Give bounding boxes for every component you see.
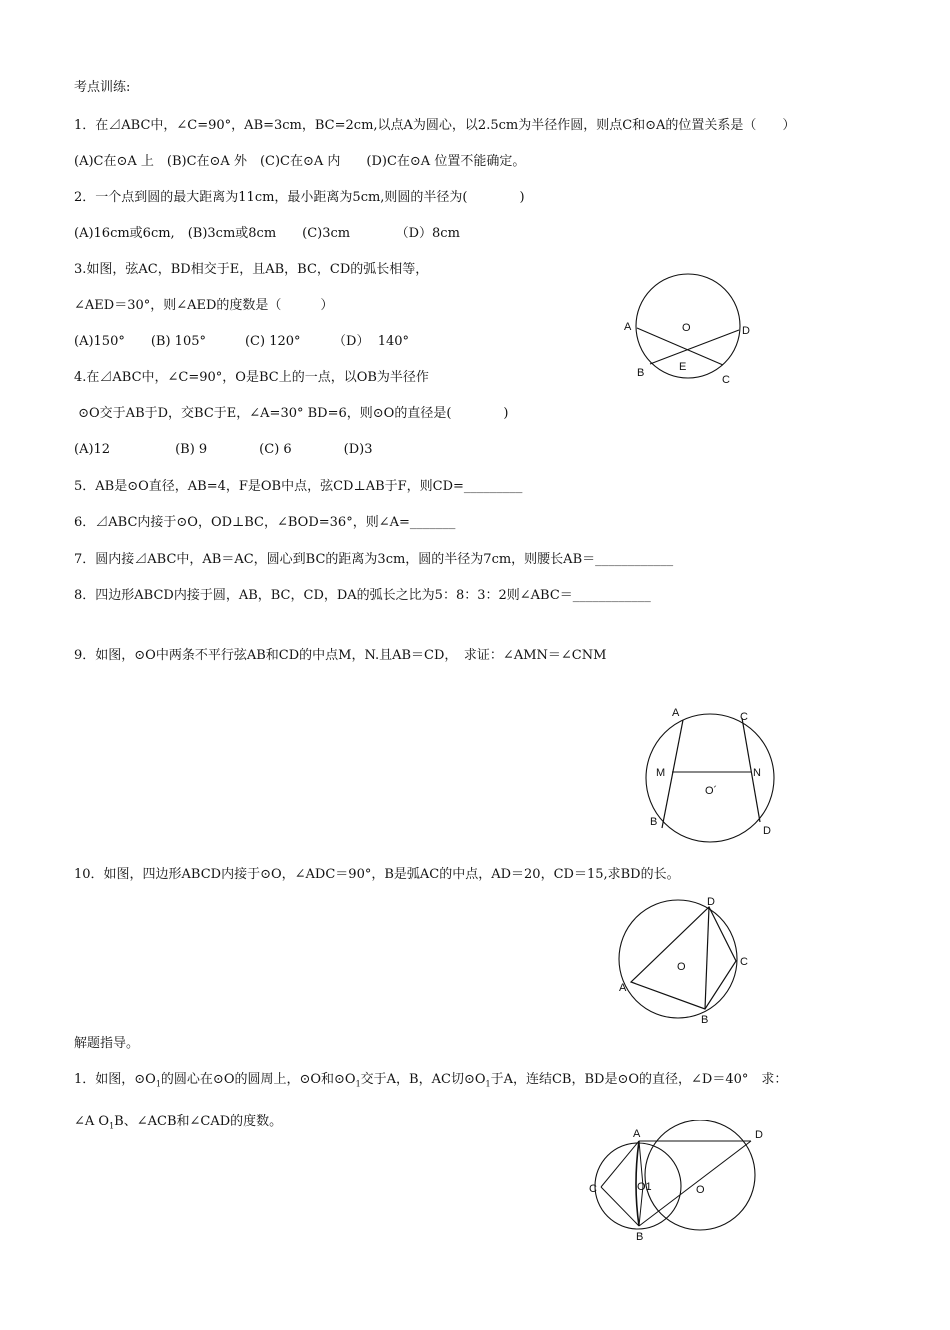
question-10: 10．如图，四边形ABCD内接于⊙O，∠ADC＝90°，B是弧AC的中点，AD＝20，CD＝15,求BD的长。 [74, 867, 680, 882]
label-o: O [677, 961, 686, 973]
label-b: B [701, 1014, 709, 1026]
label-d: D [742, 325, 750, 337]
guide-problem-1-line2: ∠A $O_1B$、∠ACB和∠CAD的度数。 [74, 1114, 283, 1131]
label-d: D [763, 825, 771, 837]
figure-question-9-svg [640, 700, 790, 845]
label-o: O [682, 322, 691, 334]
label-o: O [696, 1184, 705, 1196]
question-6: 6．⊿ABC内接于⊙O，OD⊥BC，∠BOD=36°，则∠A=_______ [74, 515, 456, 530]
figure-question-3 [615, 268, 765, 388]
figure-question-9 [640, 700, 790, 845]
segment-cb [601, 1187, 639, 1226]
label-b: B [637, 367, 645, 379]
tangent-ac [601, 1141, 639, 1187]
label-d: D [755, 1129, 763, 1141]
question-1-options: (A)C在⊙A 上 (B)C在⊙A 外 (C)C在⊙A 内 (D)C在⊙A 位置不能确定。 [74, 154, 526, 169]
label-b: B [650, 816, 658, 828]
label-a: A [619, 982, 627, 994]
question-3-line2: ∠AED＝30°，则∠AED的度数是（ ） [74, 298, 334, 313]
question-3-line1: 3.如图，弦AC，BD相交于E，且AB，BC，CD的弧长相等， [74, 262, 429, 277]
guide-problem-1-line1: 1．如图，$⊙O_1$的圆心在⊙O的圆周上，⊙O和$⊙O_1$交于A，B，AC切$⊙O_1$于A，连结CB，BD是⊙O的直径，∠D＝40° 求： [74, 1072, 788, 1089]
section-heading: 考点训练: [74, 80, 131, 95]
figure-question-10 [612, 895, 762, 1030]
chord-ac [637, 328, 723, 365]
radius-ao1 [639, 1141, 643, 1186]
label-e: E [679, 361, 687, 373]
chord-bd [650, 330, 739, 364]
question-1: 1．在⊿ABC中，∠C=90°，AB=3cm，BC=2cm,以点A为圆心，以2.5cm为半径作圆，则点C和⊙A的位置关系是（ ） [74, 118, 796, 133]
label-a: A [624, 321, 632, 333]
label-o: O´ [705, 785, 718, 797]
label-c: C [740, 956, 748, 968]
figure-question-10-svg [612, 895, 762, 1030]
label-c: C [722, 374, 730, 386]
quadrilateral-abcd [631, 907, 736, 1009]
question-4-line2: ⊙O交于AB于D，交BC于E，∠A=30° BD=6，则⊙O的直径是( ) [74, 406, 509, 421]
circle-o [619, 900, 737, 1018]
question-8: 8．四边形ABCD内接于圆，AB，BC，CD，DA的弧长之比为5：8：3：2则∠ABC＝____________ [74, 588, 651, 603]
question-4-options: (A)12 (B) 9 (C) 6 (D)3 [74, 442, 373, 457]
label-o1: O1 [637, 1181, 652, 1193]
question-2: 2．一个点到圆的最大距离为11cm，最小距离为5cm,则圆的半径为( ) [74, 190, 525, 205]
label-d: D [707, 896, 715, 908]
label-a: A [633, 1128, 641, 1140]
label-c: C [740, 711, 748, 723]
label-a: A [672, 707, 680, 719]
label-n: N [753, 767, 761, 779]
question-7: 7．圆内接⊿ABC中，AB＝AC，圆心到BC的距离为3cm，圆的半径为7cm，则腰长AB＝____________ [74, 552, 674, 567]
label-b: B [636, 1231, 644, 1243]
question-5: 5．AB是⊙O直径，AB=4，F是OB中点，弦CD⊥AB于F，则CD=_________ [74, 479, 523, 494]
label-c: C [589, 1183, 597, 1195]
question-9: 9．如图，⊙O中两条不平行弦AB和CD的中点M，N.且AB＝CD， 求证：∠AMN＝∠CNM [74, 648, 607, 663]
guide-heading: 解题指导。 [74, 1036, 140, 1051]
question-4-line1: 4.在⊿ABC中，∠C=90°，O是BC上的一点，以OB为半径作 [74, 370, 429, 385]
diameter-bd [639, 1141, 751, 1226]
figure-question-3-svg [615, 268, 765, 388]
question-2-options: (A)16cm或6cm, (B)3cm或8cm (C)3cm （D）8cm [74, 226, 460, 241]
question-3-options: (A)150° (B) 105° (C) 120° （D） 140° [74, 334, 410, 349]
circle-o [645, 1120, 755, 1230]
figure-guide-1 [583, 1120, 773, 1245]
diagonal-bd [705, 907, 709, 1009]
figure-guide-1-svg [583, 1120, 773, 1245]
label-m: M [656, 767, 666, 779]
